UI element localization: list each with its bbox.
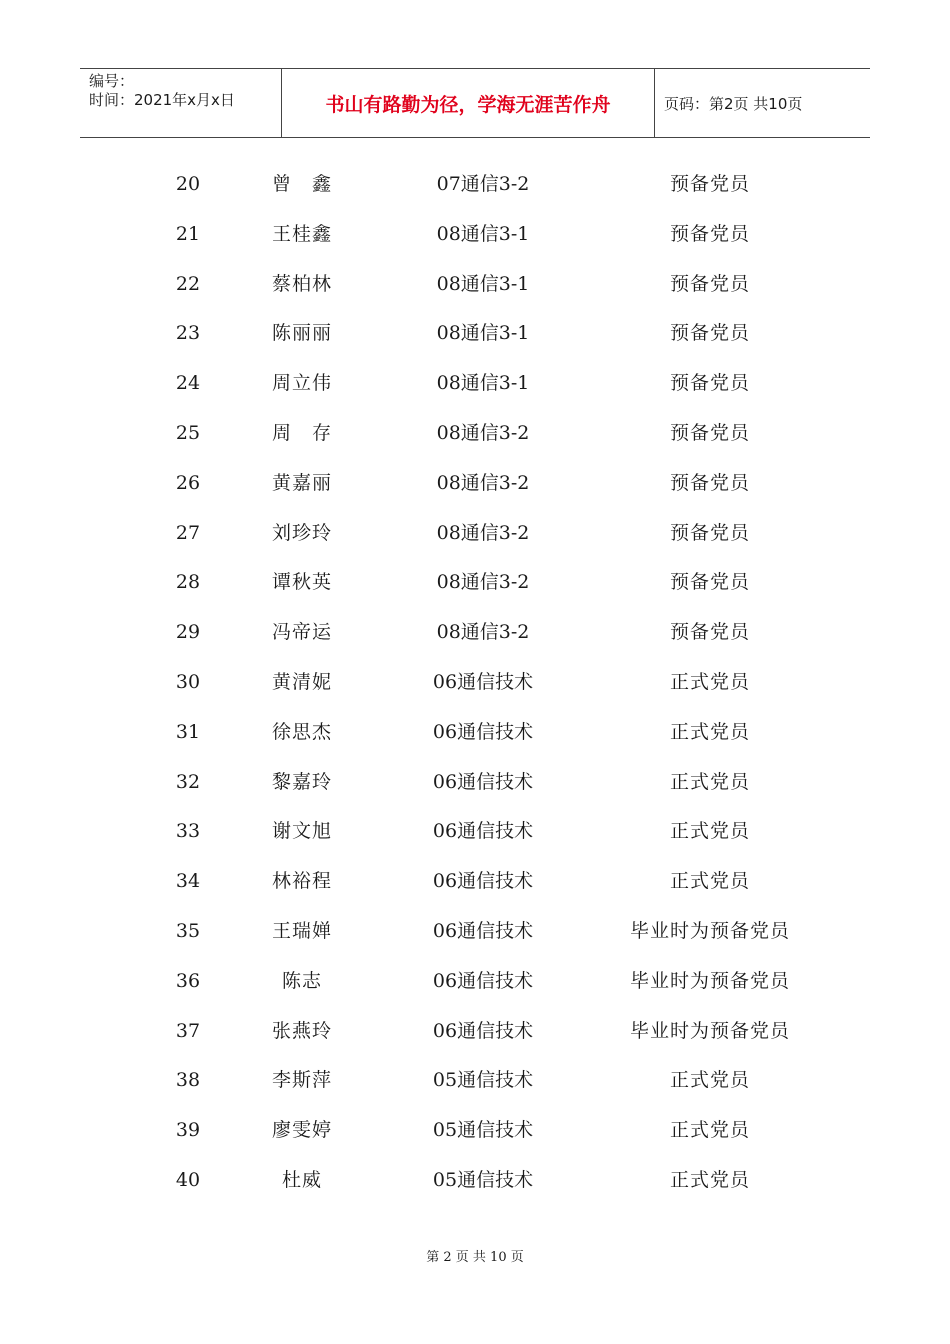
member-name: 谭秋英: [271, 571, 332, 594]
class-name: 06通信技术: [432, 969, 534, 992]
class-name: 06通信技术: [432, 820, 534, 843]
class-name: 08通信3-1: [436, 322, 530, 345]
table-row: [0, 418, 950, 448]
class-name: 08通信3-2: [436, 571, 530, 594]
class-name: 06通信技术: [432, 720, 534, 743]
member-status: 毕业时为预备党员: [629, 920, 790, 942]
member-status: 正式党员: [669, 820, 750, 843]
member-status: 毕业时为预备党员: [629, 1019, 790, 1042]
class-name: 05通信技术: [432, 1069, 534, 1092]
member-status: 预备党员: [669, 521, 750, 544]
table-row: [0, 617, 950, 647]
class-name: 06通信技术: [432, 770, 534, 793]
row-number: 30: [175, 671, 201, 693]
page-header: [80, 68, 870, 138]
member-status: 预备党员: [669, 173, 750, 195]
class-name: 08通信3-1: [436, 372, 530, 395]
class-name: 08通信3-2: [436, 521, 530, 544]
class-name: 08通信3-1: [436, 222, 530, 245]
member-name: 王桂鑫: [271, 222, 332, 245]
table-row: [0, 717, 950, 747]
row-number: 22: [175, 272, 201, 295]
row-number: 31: [175, 720, 201, 743]
row-number: 28: [175, 571, 201, 594]
row-number: 33: [175, 820, 201, 843]
member-status: 正式党员: [669, 1069, 750, 1092]
member-name: 周立伟: [271, 372, 332, 395]
member-name: 黄清妮: [271, 671, 332, 693]
table-row: [0, 518, 950, 548]
class-name: 05通信技术: [432, 1119, 534, 1142]
row-number: 21: [175, 222, 201, 245]
header-page-info: 页码：第2页 共10页: [664, 94, 803, 113]
row-number: 38: [175, 1069, 201, 1092]
class-name: 08通信3-2: [436, 471, 530, 494]
row-number: 26: [175, 471, 201, 494]
member-status: 正式党员: [669, 770, 750, 793]
member-status: 正式党员: [669, 870, 750, 893]
member-status: 正式党员: [669, 1169, 750, 1191]
member-status: 预备党员: [669, 372, 750, 395]
member-name: 李斯萍: [271, 1069, 332, 1092]
row-number: 40: [175, 1169, 201, 1191]
class-name: 06通信技术: [432, 870, 534, 893]
row-number: 39: [175, 1119, 201, 1142]
member-status: 预备党员: [669, 471, 750, 494]
class-name: 06通信技术: [432, 671, 534, 693]
date-label: 时间：2021年x月x日: [89, 91, 235, 109]
member-name: 廖雯婷: [271, 1119, 332, 1142]
row-number: 34: [175, 870, 201, 893]
table-row: [0, 866, 950, 896]
member-status: 正式党员: [669, 720, 750, 743]
member-name: 谢文旭: [271, 820, 332, 843]
table-row: [0, 567, 950, 597]
member-status: 正式党员: [669, 1119, 750, 1142]
table-row: [0, 1016, 950, 1046]
number-label: 编号：: [89, 72, 135, 90]
member-name: 张燕玲: [271, 1019, 332, 1042]
table-row: [0, 1165, 950, 1195]
table-row: [0, 1115, 950, 1145]
page-footer: 第 2 页 共 10 页: [426, 1250, 524, 1265]
member-name: 陈丽丽: [271, 322, 332, 345]
row-number: 36: [175, 969, 201, 992]
class-name: 08通信3-2: [436, 422, 530, 444]
member-status: 预备党员: [669, 422, 750, 444]
class-name: 05通信技术: [432, 1169, 534, 1191]
table-row: [0, 318, 950, 348]
table-row: [0, 667, 950, 697]
member-name: 蔡柏林: [271, 272, 332, 295]
table-row: [0, 219, 950, 249]
header-meta: [80, 69, 280, 137]
member-name: 曾 鑫: [271, 173, 332, 195]
class-name: 06通信技术: [432, 920, 534, 942]
row-number: 20: [175, 173, 201, 195]
row-number: 35: [175, 920, 201, 942]
member-name: 林裕程: [271, 870, 332, 893]
member-status: 预备党员: [669, 272, 750, 295]
table-row: [0, 1065, 950, 1095]
class-name: 08通信3-2: [436, 621, 530, 644]
member-status: 正式党员: [669, 671, 750, 693]
header-motto: 书山有路勤为径，学海无涯苦作舟: [281, 69, 655, 137]
table-row: [0, 368, 950, 398]
row-number: 23: [175, 322, 201, 345]
row-number: 25: [175, 422, 201, 444]
table-row: [0, 767, 950, 797]
table-row: [0, 468, 950, 498]
member-status: 预备党员: [669, 222, 750, 245]
row-number: 27: [175, 521, 201, 544]
member-status: 预备党员: [669, 621, 750, 644]
member-name: 刘珍玲: [271, 521, 332, 544]
class-name: 08通信3-1: [436, 272, 530, 295]
member-name: 王瑞婵: [271, 920, 332, 942]
class-name: 06通信技术: [432, 1019, 534, 1042]
member-status: 毕业时为预备党员: [629, 969, 790, 992]
member-name: 黄嘉丽: [271, 471, 332, 494]
member-name: 杜威: [281, 1169, 322, 1191]
member-name: 周 存: [271, 422, 332, 444]
table-row: [0, 966, 950, 996]
member-name: 陈志: [281, 969, 322, 992]
member-name: 冯帝运: [271, 621, 332, 644]
member-status: 预备党员: [669, 322, 750, 345]
table-row: [0, 269, 950, 299]
row-number: 32: [175, 770, 201, 793]
table-row: [0, 169, 950, 199]
table-row: [0, 816, 950, 846]
member-name: 黎嘉玲: [271, 770, 332, 793]
table-row: [0, 916, 950, 946]
row-number: 29: [175, 621, 201, 644]
member-name: 徐思杰: [271, 720, 332, 743]
row-number: 37: [175, 1019, 201, 1042]
member-status: 预备党员: [669, 571, 750, 594]
class-name: 07通信3-2: [436, 173, 530, 195]
row-number: 24: [175, 372, 201, 395]
